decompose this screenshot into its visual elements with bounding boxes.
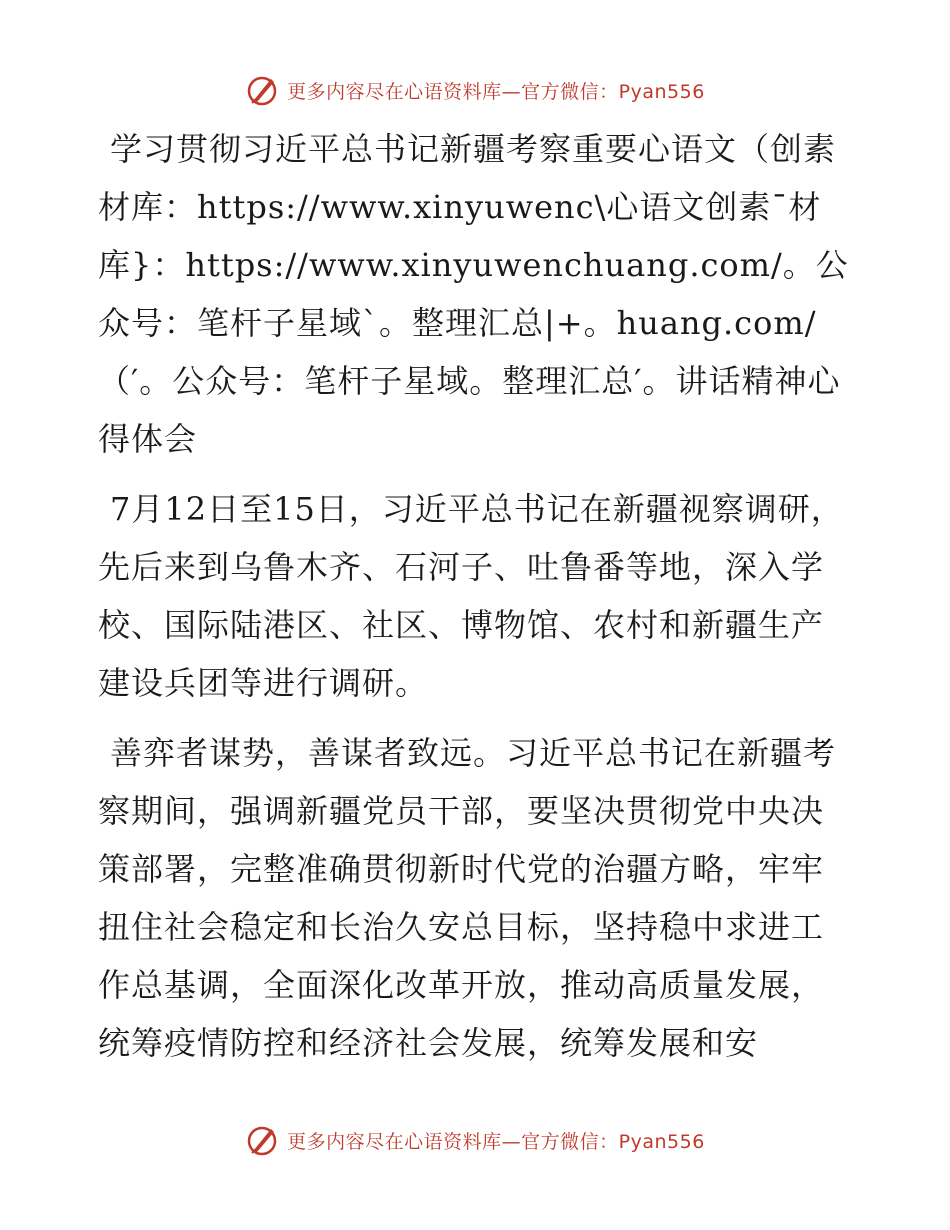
quill-seal-logo-icon: [245, 1123, 279, 1157]
header-contact-id: Pyan556: [618, 80, 705, 103]
page-footer: [0, 1120, 950, 1160]
footer-banner-label: 更多内容尽在心语资料库—官方微信：: [287, 1130, 619, 1153]
header-banner-label: 更多内容尽在心语资料库—官方微信：: [287, 80, 619, 103]
page-header: [0, 70, 950, 110]
paragraph: 7月12日至15日，习近平总书记在新疆视察调研，先后来到乌鲁木齐、石河子、吐鲁番等地，深入学校、国际陆港区、社区、博物馆、农村和新疆生产建设兵团等进行调研。: [98, 490, 844, 702]
header-banner: [287, 77, 705, 104]
document-body: [98, 120, 850, 1084]
quill-seal-logo-icon: [245, 73, 279, 107]
paragraph-title: 学习贯彻习近平总书记新疆考察重要心语文（创素材库：https://www.xinyuwenc\心语文创素¯材库}：https://www.xinyuwenchuang.com/。公众号：笔杆子星域`。整理汇总|+。huang.com/（′。公众号：笔杆子星域。整理汇总′。讲话精神心得体会: [98, 130, 849, 458]
footer-contact-id: Pyan556: [618, 1130, 705, 1153]
footer-banner: [287, 1127, 705, 1154]
paragraph: 善弈者谋势，善谋者致远。习近平总书记在新疆考察期间，强调新疆党员干部，要坚决贯彻党中央决策部署，完整准确贯彻新时代党的治疆方略，牢牢扭住社会稳定和长治久安总目标，坚持稳中求进工作总基调，全面深化改革开放，推动高质量发展，统筹疫情防控和经济社会发展，统筹发展和安: [98, 734, 837, 1062]
